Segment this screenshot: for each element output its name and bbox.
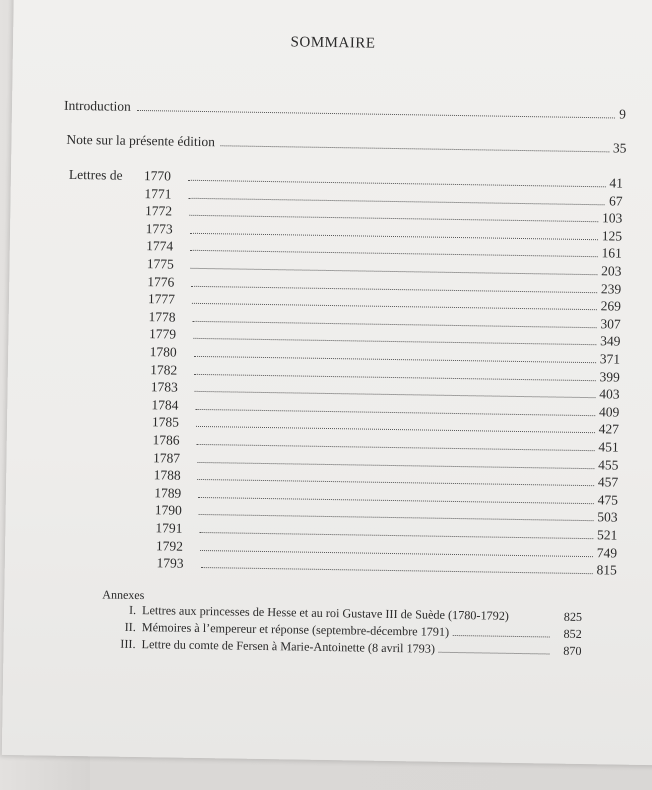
annexes-heading: Annexes bbox=[102, 587, 145, 603]
dot-leader bbox=[195, 409, 595, 416]
year-label: 1784 bbox=[151, 397, 179, 413]
dot-leader bbox=[199, 514, 594, 521]
annex-spacer bbox=[509, 620, 556, 621]
year-page: 203 bbox=[601, 263, 622, 279]
year-page: 503 bbox=[597, 509, 618, 525]
year-label: 1793 bbox=[156, 555, 184, 571]
letters-label: Lettres de bbox=[68, 166, 123, 183]
year-label: 1778 bbox=[148, 308, 176, 325]
annex-number: III. bbox=[120, 636, 136, 651]
year-label: 1780 bbox=[149, 344, 177, 360]
year-page: 409 bbox=[598, 404, 620, 420]
year-page: 815 bbox=[596, 562, 617, 578]
year-label: 1776 bbox=[147, 273, 175, 290]
year-page: 455 bbox=[598, 456, 619, 473]
year-page: 451 bbox=[598, 439, 619, 455]
dot-leader bbox=[191, 268, 597, 275]
year-label: 1788 bbox=[153, 467, 181, 483]
dot-leader bbox=[193, 338, 596, 345]
dot-leader bbox=[188, 197, 605, 205]
year-label: 1771 bbox=[144, 185, 172, 202]
year-label: 1791 bbox=[155, 520, 183, 536]
year-page: 371 bbox=[599, 351, 621, 367]
dot-leader bbox=[194, 356, 596, 363]
year-page: 239 bbox=[600, 280, 622, 297]
dot-leader bbox=[453, 635, 550, 638]
annex-page: 825 bbox=[563, 609, 583, 625]
year-page: 403 bbox=[599, 386, 620, 402]
dot-leader bbox=[196, 444, 594, 451]
year-page: 475 bbox=[597, 492, 619, 508]
year-label: 1772 bbox=[144, 203, 173, 219]
annex-title: Lettre du comte de Fersen à Marie-Antoinette (8 avril 1793) bbox=[141, 637, 436, 656]
dot-leader bbox=[191, 285, 597, 292]
year-page: 427 bbox=[598, 421, 620, 437]
year-label: 1786 bbox=[152, 432, 180, 448]
year-label: 1790 bbox=[154, 502, 182, 519]
year-page: 41 bbox=[609, 175, 624, 191]
dot-leader bbox=[200, 567, 592, 574]
year-page: 269 bbox=[600, 298, 622, 314]
year-label: 1775 bbox=[146, 256, 174, 272]
dot-leader bbox=[196, 426, 595, 433]
year-page: 103 bbox=[601, 210, 623, 226]
dot-leader bbox=[221, 145, 609, 152]
year-label: 1777 bbox=[147, 291, 176, 307]
dot-leader bbox=[190, 250, 597, 257]
year-page: 125 bbox=[601, 228, 623, 244]
year-label: 1783 bbox=[150, 379, 178, 395]
year-label: 1779 bbox=[148, 326, 177, 342]
toc-entry-introduction bbox=[64, 98, 626, 123]
year-label: 1782 bbox=[150, 361, 178, 378]
dot-leader bbox=[194, 373, 595, 380]
book-page bbox=[2, 0, 652, 765]
annex-number: II. bbox=[124, 619, 136, 634]
year-label: 1770 bbox=[143, 168, 172, 184]
dot-leader bbox=[192, 321, 596, 328]
annex-page: 852 bbox=[563, 626, 582, 641]
year-page: 399 bbox=[599, 368, 620, 385]
dot-leader bbox=[197, 462, 594, 469]
year-page: 349 bbox=[600, 333, 621, 349]
toc-content bbox=[2, 0, 652, 750]
dot-leader bbox=[188, 180, 605, 188]
year-label: 1789 bbox=[154, 485, 182, 501]
year-label: 1785 bbox=[151, 414, 180, 431]
dot-leader bbox=[439, 652, 550, 655]
dot-leader bbox=[195, 391, 596, 398]
toc-entry-note bbox=[66, 132, 626, 157]
page-title: SOMMAIRE bbox=[290, 34, 376, 52]
toc-entry-page: 9 bbox=[619, 106, 627, 122]
annex-page: 870 bbox=[563, 643, 582, 658]
year-page: 307 bbox=[600, 316, 621, 332]
year-page: 457 bbox=[597, 474, 619, 490]
dot-leader bbox=[199, 532, 593, 539]
dot-leader bbox=[198, 479, 594, 486]
year-label: 1792 bbox=[155, 537, 184, 554]
year-label: 1773 bbox=[145, 220, 173, 237]
year-label: 1774 bbox=[146, 238, 174, 254]
toc-entry-label: Introduction bbox=[63, 97, 131, 114]
dot-leader bbox=[190, 233, 598, 240]
year-page: 67 bbox=[608, 192, 623, 209]
annex-title: Lettres aux princesses de Hesse et au roi Gustave III de Suède (1780-1792) bbox=[142, 603, 510, 623]
year-page: 749 bbox=[596, 544, 618, 561]
year-page: 521 bbox=[596, 527, 618, 543]
year-label: 1787 bbox=[152, 449, 181, 466]
year-page: 161 bbox=[601, 245, 622, 261]
dot-leader bbox=[200, 550, 593, 557]
annex-title: Mémoires à l’empereur et réponse (septembre-décembre 1791) bbox=[141, 620, 450, 639]
toc-entry-page: 35 bbox=[612, 140, 627, 156]
dot-leader bbox=[192, 303, 597, 310]
dot-leader bbox=[137, 110, 615, 119]
dot-leader bbox=[198, 497, 593, 504]
dot-leader bbox=[189, 215, 598, 222]
annex-number: I. bbox=[128, 602, 137, 617]
toc-entry-label: Note sur la présente édition bbox=[66, 131, 216, 150]
